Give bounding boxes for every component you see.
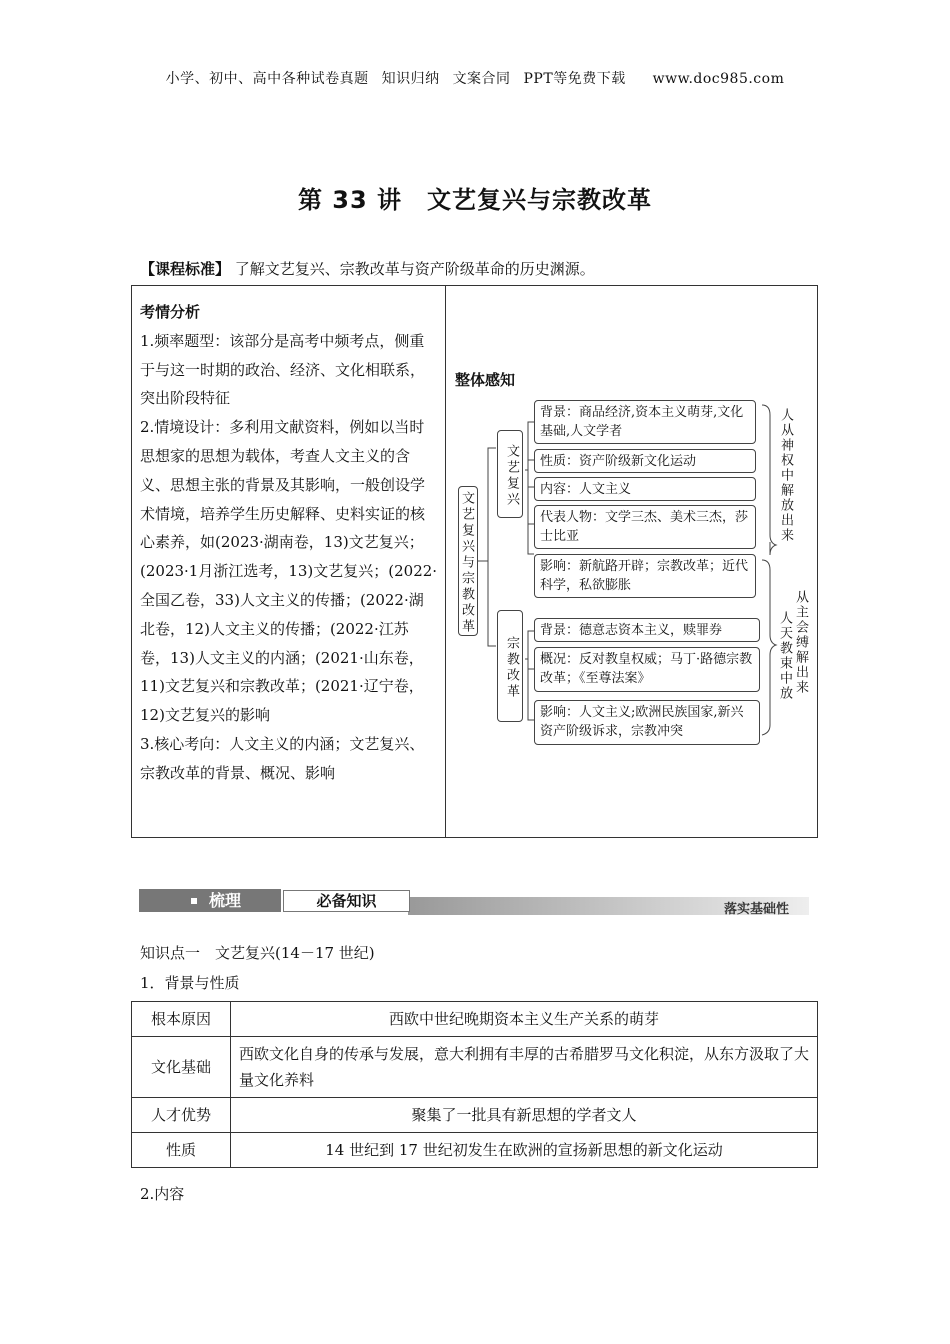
exam-analysis-direction: 3.核心考向：人文主义的内涵；文艺复兴、宗教改革的背景、概况、影响 <box>140 734 425 782</box>
table-row <box>132 1002 818 1037</box>
reformation-background: 背景：德意志资本主义，赎罪券 <box>534 618 760 642</box>
mindmap-reformation: 宗教改革 <box>497 610 523 722</box>
section-heading-1: 1．背景与性质 <box>140 974 240 992</box>
mindmap-renaissance: 文艺复兴 <box>497 430 523 518</box>
reformation-summary-col1: 人天教束中放 <box>777 611 792 701</box>
brace-renaissance <box>762 405 776 555</box>
course-standard-label: 【课程标准】 <box>140 260 231 278</box>
course-standard <box>140 258 595 279</box>
reformation-impact: 影响：人文主义;欧洲民族国家,新兴资产阶级诉求，宗教冲突 <box>534 700 760 745</box>
table-row <box>132 1133 818 1168</box>
page-title: 第 33 讲 文艺复兴与宗教改革 <box>297 186 653 214</box>
table-value: 西欧文化自身的传承与发展，意大利拥有丰厚的古希腊罗马文化积淀，从东方汲取了大量文化养料 <box>231 1037 818 1098</box>
knowledge-point-heading: 知识点一 文艺复兴(14－17 世纪) <box>140 944 375 962</box>
table-key: 根本原因 <box>132 1002 231 1037</box>
renaissance-impact: 影响：新航路开辟；宗教改革；近代科学，私欲膨胀 <box>534 554 756 598</box>
square-bullet-icon <box>191 898 197 904</box>
connector-root-reformation <box>488 561 496 646</box>
connector-root-renaissance <box>478 448 496 561</box>
header-part: 知识归纳 <box>381 71 440 87</box>
renaissance-figures: 代表人物：文学三杰、美术三杰，莎士比亚 <box>534 505 756 549</box>
table-key: 人才优势 <box>132 1098 231 1133</box>
table-value: 14 世纪到 17 世纪初发生在欧洲的宣扬新思想的新文化运动 <box>231 1133 818 1168</box>
overview-divider <box>445 285 446 838</box>
connector-reformation-items <box>525 631 534 720</box>
exam-analysis <box>140 298 438 788</box>
table-value: 西欧中世纪晚期资本主义生产关系的萌芽 <box>231 1002 818 1037</box>
section-band-light: 必备知识 <box>283 890 410 912</box>
section-band-dark-label: 梳理 <box>209 891 242 910</box>
table-value: 聚集了一批具有新思想的学者文人 <box>231 1098 818 1133</box>
course-standard-text: 了解文艺复兴、宗教改革与资产阶级革命的历史渊源。 <box>234 260 595 278</box>
table-key: 文化基础 <box>132 1037 231 1098</box>
section-band-dark <box>139 889 281 912</box>
overall-perception-label: 整体感知 <box>455 371 516 389</box>
connector-renaissance-items <box>525 422 534 554</box>
mindmap-root: 文艺复兴与宗教改革 <box>458 486 478 636</box>
background-nature-table <box>131 1001 818 1168</box>
header-site-link[interactable]: www.doc985.com <box>652 71 785 87</box>
renaissance-nature: 性质：资产阶级新文化运动 <box>534 449 756 473</box>
renaissance-content: 内容：人文主义 <box>534 477 756 501</box>
table-key: 性质 <box>132 1133 231 1168</box>
header-part: PPT等免费下载 <box>523 71 626 87</box>
reformation-summary-col2: 从主会缚解出来 <box>793 590 808 695</box>
page-header <box>0 68 950 88</box>
reformation-overview: 概况：反对教皇权威；马丁·路德宗教改革；《至尊法案》 <box>534 647 760 692</box>
section-heading-2: 2.内容 <box>140 1185 185 1203</box>
renaissance-background: 背景：商品经济,资本主义萌芽,文化基础,人文学者 <box>534 400 756 444</box>
renaissance-summary: 人从神权中解放出来 <box>778 408 793 543</box>
header-part: 小学、初中、高中各种试卷真题 <box>165 71 369 87</box>
exam-analysis-heading: 考情分析 <box>140 303 201 321</box>
exam-analysis-frequency: 1.频率题型：该部分是高考中频考点，侧重于与这一时期的政治、经济、文化相联系，突出阶段特征 <box>140 331 426 408</box>
header-part: 文案合同 <box>452 71 511 87</box>
section-band-right: 落实基础性 <box>724 902 790 917</box>
exam-analysis-context: 2.情境设计：多利用文献资料，例如以当时思想家的思想为载体，考查人文主义的含义、思想主张的背景及其影响，一般创设学术情境，培养学生历史解释、史料实证的核心素养，如(2023·湖南卷，13)文艺复兴；(2023·1月浙江选考，13)文艺复兴；(2022·全国乙卷，33)人文主义的传播；(2022·湖北卷，12)人文主义的传播；(2022·江苏卷，13)人文主义的内涵；(2021·山东卷，11)文艺复兴和宗教改革；(2021·辽宁卷，12)文艺复兴的影响 <box>140 418 438 725</box>
table-row <box>132 1037 818 1098</box>
table-row <box>132 1098 818 1133</box>
